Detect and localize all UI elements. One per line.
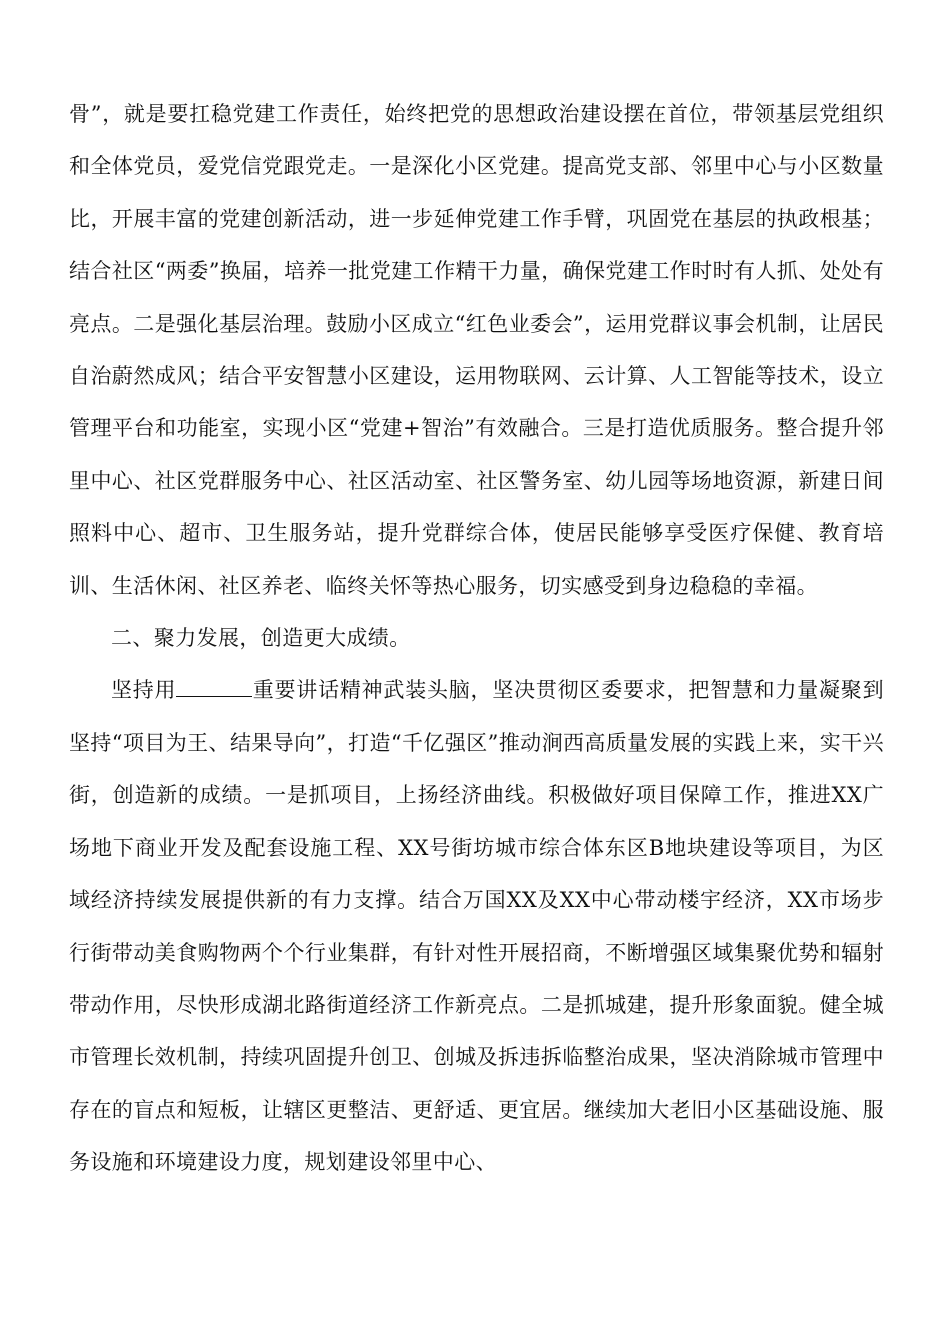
paragraph-lead-text: 坚持用: [111, 678, 177, 703]
section-heading-development: 二、聚力发展，创造更大成绩。: [111, 626, 411, 651]
fill-in-blank: [176, 676, 252, 697]
document-body: [69, 88, 884, 1189]
paragraph-body-text: 重要讲话精神武装头脑，坚决贯彻区委要求，把智慧和力量凝聚到坚持“项目为王、结果导向”，打造“千亿强区”推动涧西高质量发展的实践上来，实干兴街，创造新的成绩。一是抓项目，上扬经济曲线。积极做好项目保障工作，推进XX广场地下商业开发及配套设施工程、XX号街坊城市综合体东区B地块建设等项目，为区域经济持续发展提供新的有力支撑。结合万国XX及XX中心带动楼宇经济，XX市场步行街带动美食购物两个个行业集群，有针对性开展招商，不断增强区域集聚优势和辐射带动作用，尽快形成湖北路街道经济工作新亮点。二是抓城建，提升形象面貌。健全城市管理长效机制，持续巩固提升创卫、创城及拆违拆临整治成果，坚决消除城市管理中存在的盲点和短板，让辖区更整洁、更舒适、更宜居。继续加大老旧小区基础设施、服务设施和环境建设力度，规划建设邻里中心、: [69, 678, 884, 1175]
paragraph-development: [69, 664, 884, 1188]
paragraph-party-building: 骨”，就是要扛稳党建工作责任，始终把党的思想政治建设摆在首位，带领基层党组织和全体党员，爱党信党跟党走。一是深化小区党建。提高党支部、邻里中心与小区数量比，开展丰富的党建创新活动，进一步延伸党建工作手臂，巩固党在基层的执政根基；结合社区“两委”换届，培养一批党建工作精干力量，确保党建工作时时有人抓、处处有亮点。二是强化基层治理。鼓励小区成立“红色业委会”，运用党群议事会机制，让居民自治蔚然成风；结合平安智慧小区建设，运用物联网、云计算、人工智能等技术，设立管理平台和功能室，实现小区“党建+智治”有效融合。三是打造优质服务。整合提升邻里中心、社区党群服务中心、社区活动室、社区警务室、幼儿园等场地资源，新建日间照料中心、超市、卫生服务站，提升党群综合体，使居民能够享受医疗保健、教育培训、生活休闲、社区养老、临终关怀等热心服务，切实感受到身边稳稳的幸福。: [69, 102, 884, 598]
